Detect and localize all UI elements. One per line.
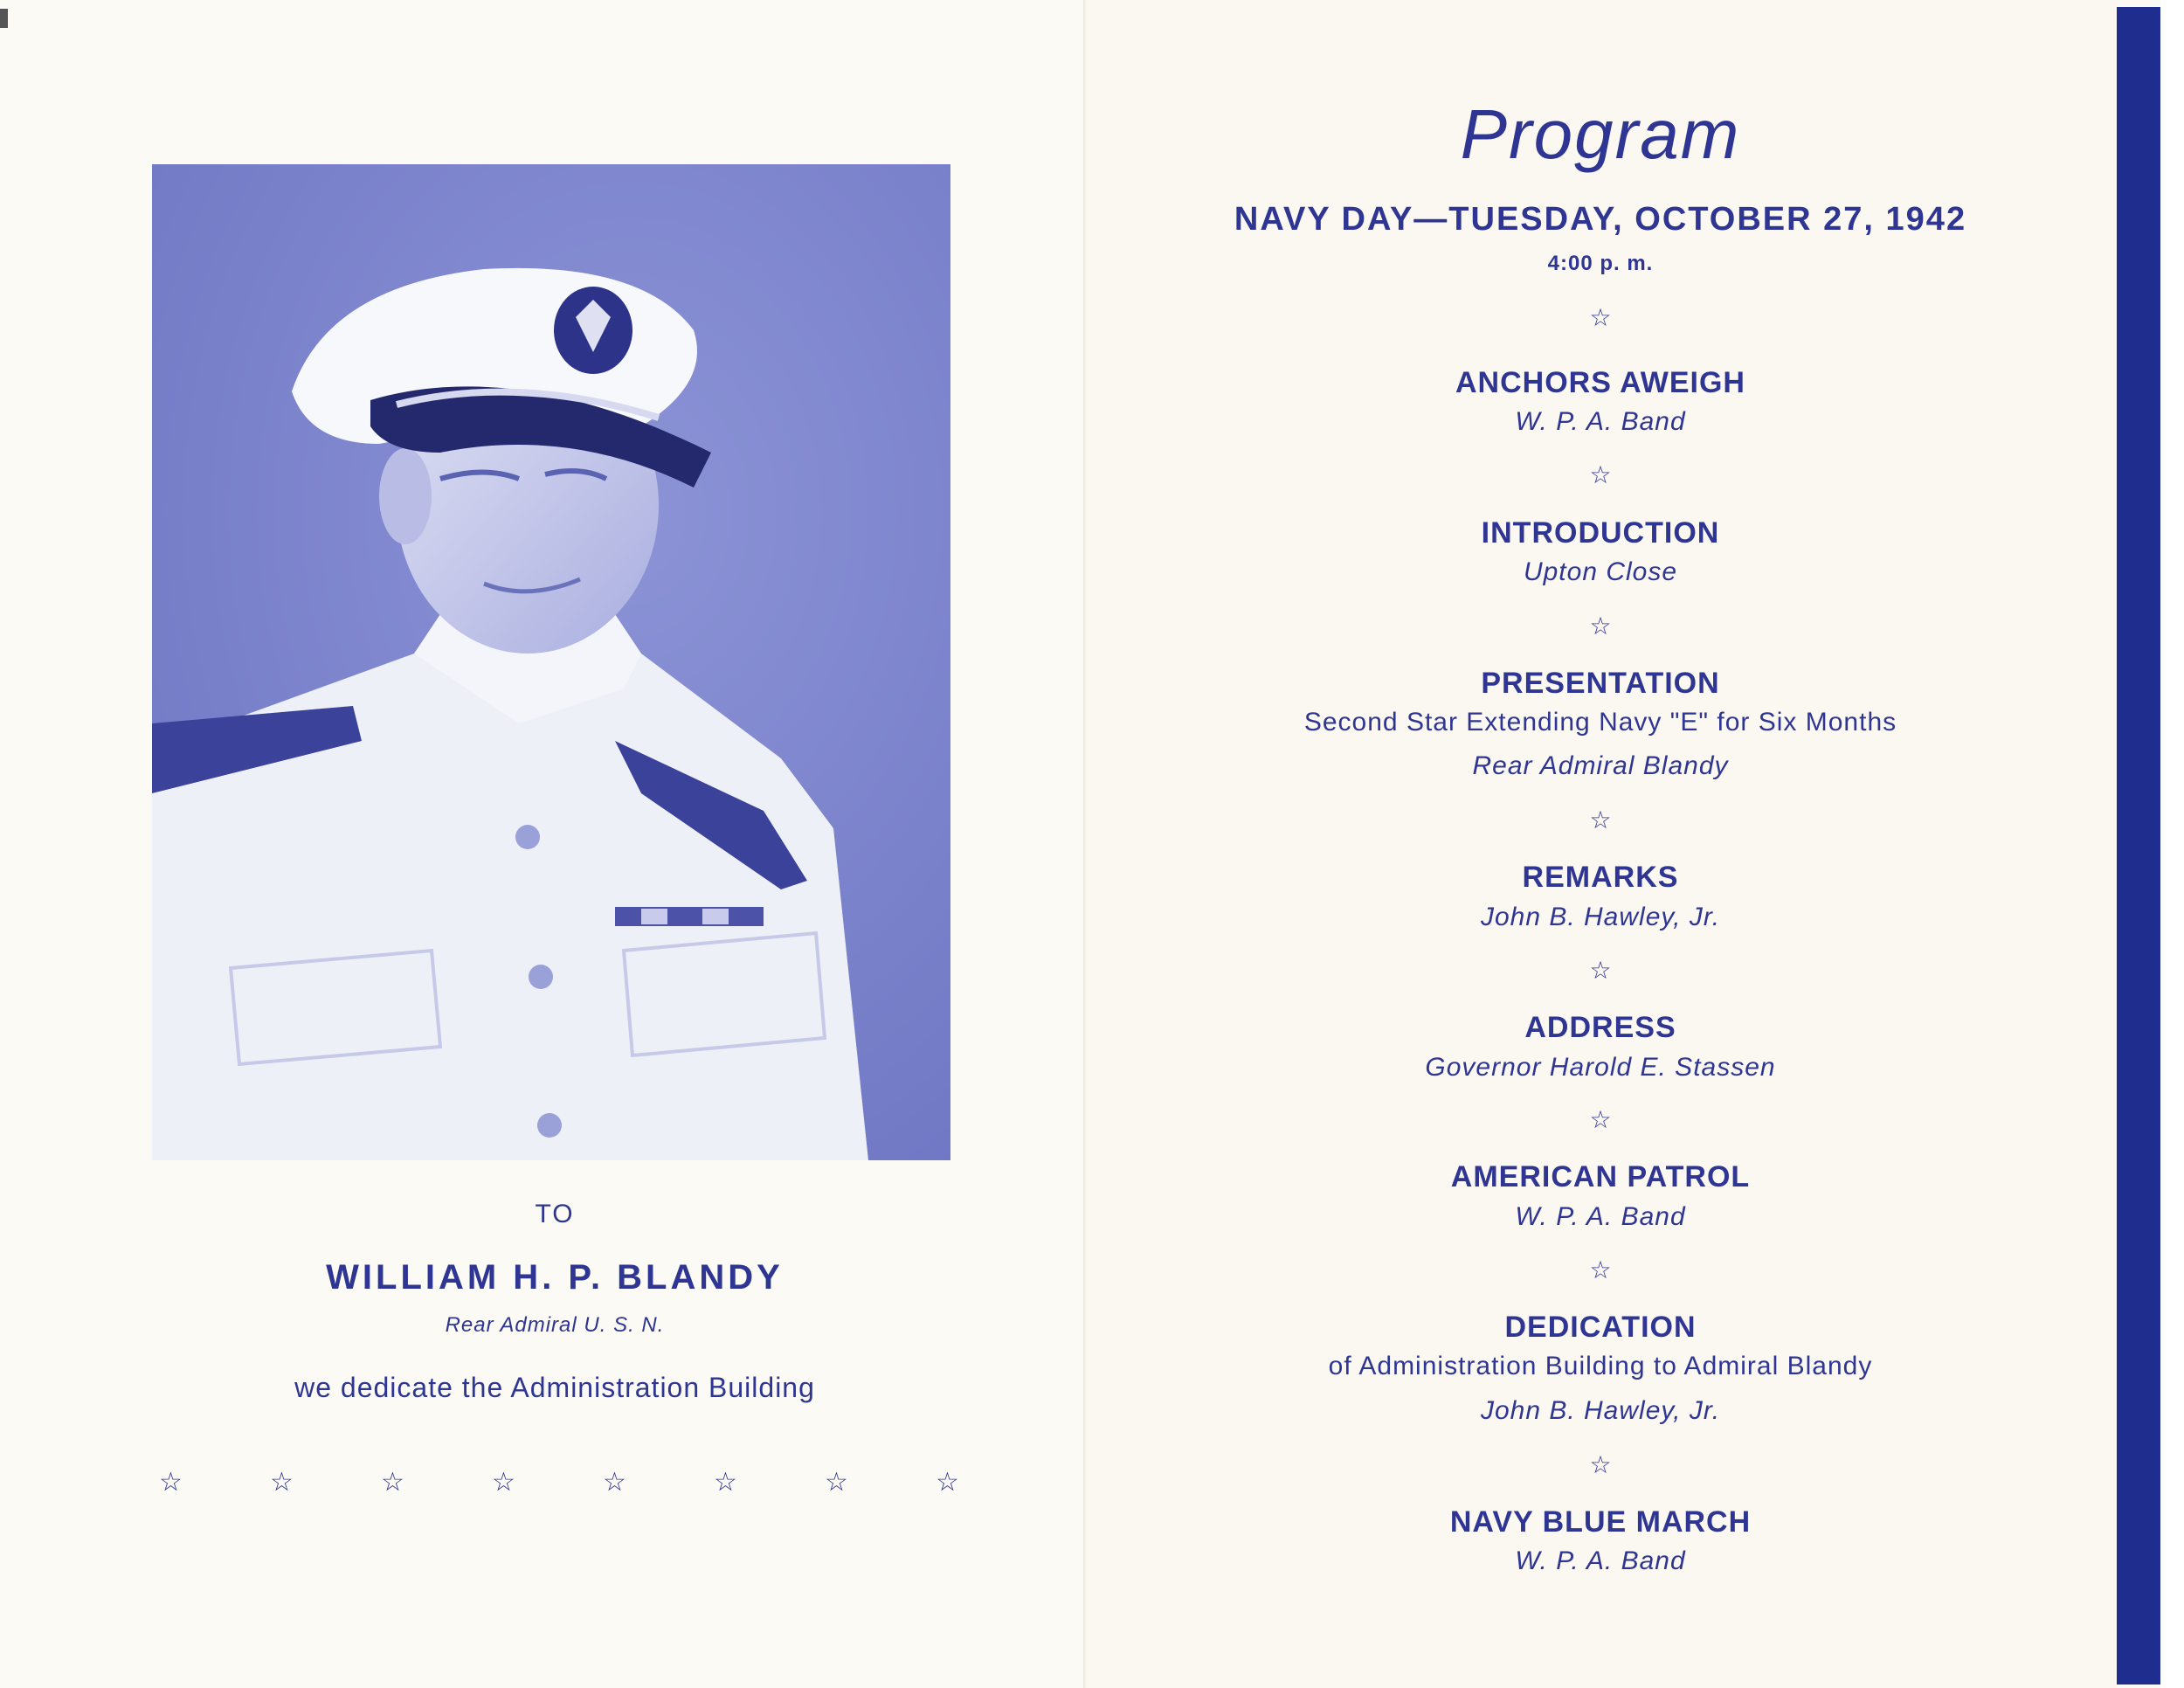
program-item-performer: Rear Admiral Blandy [1472, 751, 1729, 780]
star-icon: ☆ [270, 1468, 294, 1497]
honoree-rank: Rear Admiral U. S. N. [445, 1313, 665, 1337]
star-icon: ☆ [492, 1468, 515, 1497]
program-item-title: REMARKS [1522, 861, 1679, 894]
star-icon: ☆ [1589, 461, 1612, 488]
portrait-icon [152, 164, 950, 1160]
scan-edge [2160, 0, 2184, 1688]
honoree-name: WILLIAM H. P. BLANDY [326, 1258, 784, 1297]
event-time: 4:00 p. m. [1547, 252, 1654, 275]
star-icon: ☆ [603, 1468, 626, 1497]
dedication-to: TO [535, 1200, 575, 1228]
star-icon: ☆ [1589, 612, 1612, 640]
star-icon: ☆ [1589, 1451, 1612, 1478]
program-title: Program [1460, 95, 1741, 173]
star-icon: ☆ [1589, 806, 1612, 834]
program-item-subtitle: of Administration Building to Admiral Blandy [1328, 1352, 1873, 1380]
event-heading: NAVY DAY—TUESDAY, OCTOBER 27, 1942 [1234, 201, 1967, 238]
decorative-stars-row [140, 1470, 978, 1505]
star-icon: ☆ [1589, 1106, 1612, 1133]
program-item-subtitle: Second Star Extending Navy "E" for Six Months [1303, 708, 1897, 737]
program-item-title: DEDICATION [1504, 1311, 1697, 1344]
star-icon: ☆ [714, 1468, 737, 1497]
star-icon: ☆ [381, 1468, 404, 1497]
program-item-title: ANCHORS AWEIGH [1455, 366, 1745, 399]
scan-corner-mark [0, 9, 8, 28]
star-icon: ☆ [936, 1468, 959, 1497]
program-item-performer: W. P. A. Band [1515, 1202, 1686, 1231]
program-item-title: AMERICAN PATROL [1450, 1160, 1751, 1193]
program-item-performer: W. P. A. Band [1515, 407, 1686, 436]
star-icon: ☆ [159, 1468, 183, 1497]
program-item-title: NAVY BLUE MARCH [1449, 1505, 1752, 1539]
star-icon: ☆ [1589, 1256, 1612, 1283]
program-item-performer: John B. Hawley, Jr. [1480, 903, 1721, 931]
program-item-title: ADDRESS [1524, 1011, 1676, 1044]
program-item-performer: Governor Harold E. Stassen [1425, 1053, 1776, 1082]
program-item-performer: John B. Hawley, Jr. [1480, 1396, 1721, 1425]
star-icon: ☆ [1589, 957, 1612, 984]
star-icon: ☆ [825, 1468, 848, 1497]
star-icon: ☆ [1589, 304, 1612, 331]
program-item-title: INTRODUCTION [1481, 516, 1720, 550]
program-item-title: PRESENTATION [1481, 667, 1720, 700]
program-item-performer: Upton Close [1523, 557, 1678, 586]
program-item-performer: W. P. A. Band [1515, 1546, 1686, 1575]
admiral-portrait-photo [152, 164, 950, 1160]
dedication-line: we dedicate the Administration Building [294, 1372, 815, 1403]
